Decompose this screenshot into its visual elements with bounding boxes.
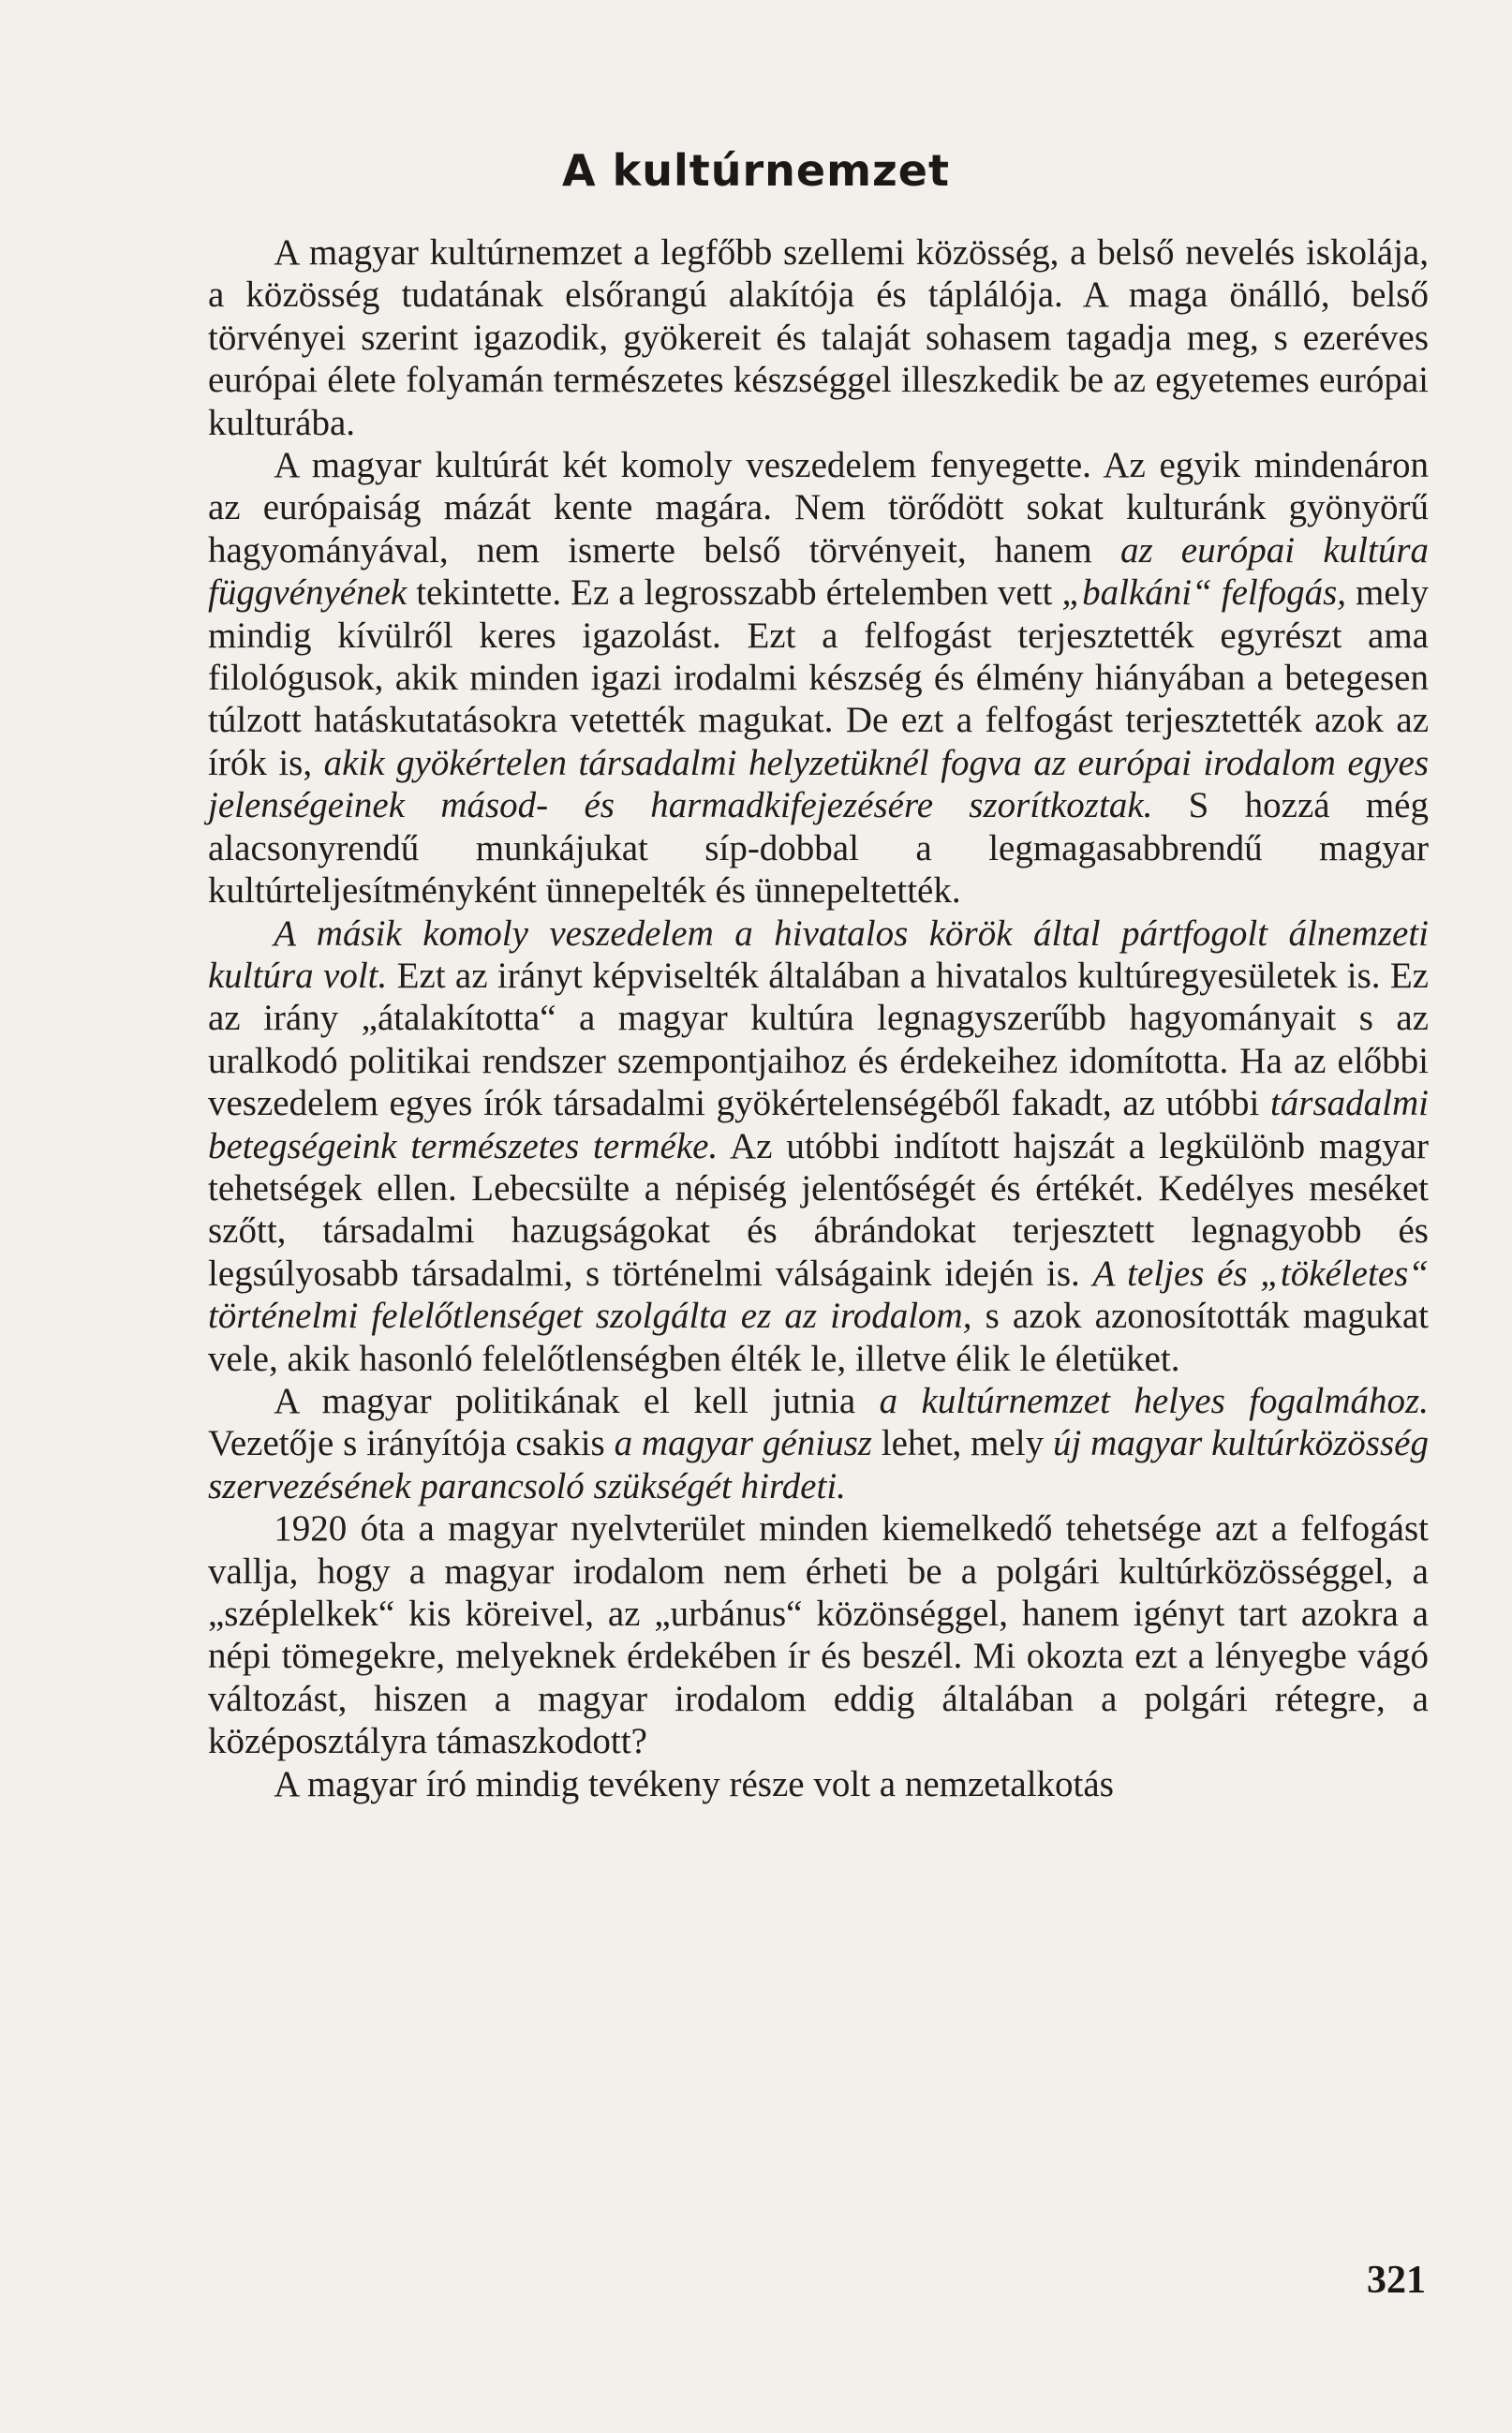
- italic-text: a kultúrnemzet helyes fogalmához.: [879, 1380, 1429, 1421]
- page-title: A kultúrnemzet: [562, 145, 950, 196]
- italic-text: „balkáni“ felfogás,: [1061, 572, 1347, 614]
- paragraph: [208, 912, 1429, 1380]
- paragraph: [208, 1763, 1429, 1805]
- paragraph: [208, 1507, 1429, 1762]
- page-number: 321: [1367, 2259, 1426, 2302]
- italic-text: társadalmi betegségeink természetes terméke.: [208, 1083, 1429, 1166]
- text-run: s azok azonosították magukat vele, akik hasonló felelőtlenségben élték le, illetve élik le életüket.: [208, 1296, 1429, 1379]
- text-run: 1920 óta a magyar nyelvterület minden kiemelkedő tehetsége azt a felfogást vallja, hogy a magyar irodalom nem érheti be a polgári kultúrközösséggel, a „széplelkek“ kis köreivel, az „urbánus“ közönséggel, hanem igényt tart azokra a népi tömegekre, melyeknek érdekében ír és beszél. Mi okozta ezt a lényegbe vágó változást, hiszen a magyar irodalom eddig általában a polgári rétegre, a középosztályra támaszkodott?: [208, 1508, 1429, 1762]
- text-run: tekintette. Ez a legrosszabb értelemben vett: [407, 572, 1062, 614]
- text-run: A magyar kultúrnemzet a legfőbb szellemi közösség, a belső nevelés iskolája, a közösség tudatának elsőrangú alakítója és táplálója. A maga önálló, belső törvényei szerint igazodik, gyökereit és talaját sohasem tagadja meg, s ezeréves európai élete folyamán természetes készséggel illeszkedik be az egyetemes európai kulturába.: [208, 232, 1429, 443]
- text-run: lehet, mely: [871, 1423, 1053, 1464]
- italic-text: a magyar géniusz: [614, 1423, 872, 1464]
- text-run: A magyar politikának el kell jutnia: [274, 1380, 880, 1421]
- text-run: A magyar író mindig tevékeny része volt a nemzetalkotás: [274, 1763, 1114, 1804]
- text-run: Vezetője s irányítója csakis: [208, 1423, 615, 1464]
- text-run: mely mindig kívülről keres igazolást. Ezt a felfogást terjesztették egyrészt ama filológusok, akik minden igazi irodalmi készség és élmény hiányában a betegesen túlzott hatáskutatásokra vetették magukat. De ezt a felfogást terjesztették azok az írók is,: [208, 572, 1430, 783]
- italic-text: A másik komoly veszedelem a hivatalos körök által pártfogolt álnemzeti kultúra volt.: [208, 912, 1429, 996]
- italic-text: akik gyökértelen társadalmi helyzetüknél fogva az európai irodalom egyes jelenségeinek másod- és harmadkifejezésére szorítkoztak.: [208, 742, 1430, 826]
- text-run: S hozzá még alacsonyrendű munkájukat síp-dobbal a legmagasabbrendű magyar kultúrteljesítményként ünnepelték és ünnepeltették.: [208, 785, 1429, 912]
- text-run: Ezt az irányt képviselték általában a hivatalos kultúregyesületek is. Ez az irány „átalakította“ a magyar kultúra legnagyszerűbb hagyományait s az uralkodó politikai rendszer szempontjaihoz és érdekeihez idomította. Ha az előbbi veszedelem egyes írók társadalmi gyökértelenségéből fakadt, az utóbbi: [208, 955, 1429, 1124]
- paragraph: [208, 231, 1429, 444]
- body-text: [208, 231, 1429, 1805]
- italic-text: az európai kultúra függvényének: [208, 529, 1429, 614]
- text-run: Az utóbbi indított hajszát a legkülönb magyar tehetségek ellen. Lebecsülte a népiség jelentőségét és értékét. Kedélyes meséket szőtt, társadalmi hazugságokat és ábrándokat terjesztett legnagyobb és legsúlyosabb társadalmi, s történelmi válságaink idején is.: [208, 1125, 1429, 1294]
- paragraph: [208, 1380, 1429, 1507]
- italic-text: új magyar kultúrközösség szervezésének parancsoló szükségét hirdeti.: [208, 1423, 1429, 1506]
- text-run: A magyar kultúrát két komoly veszedelem fenyegette. Az egyik mindenáron az európaiság mázát kente magára. Nem törődött sokat kulturánk gyönyörű hagyományával, nem ismerte belső törvényeit, hanem: [208, 445, 1429, 571]
- italic-text: A teljes és „tökéletes“ történelmi felelőtlenséget szolgálta ez az irodalom,: [208, 1253, 1429, 1337]
- paragraph: [208, 444, 1429, 912]
